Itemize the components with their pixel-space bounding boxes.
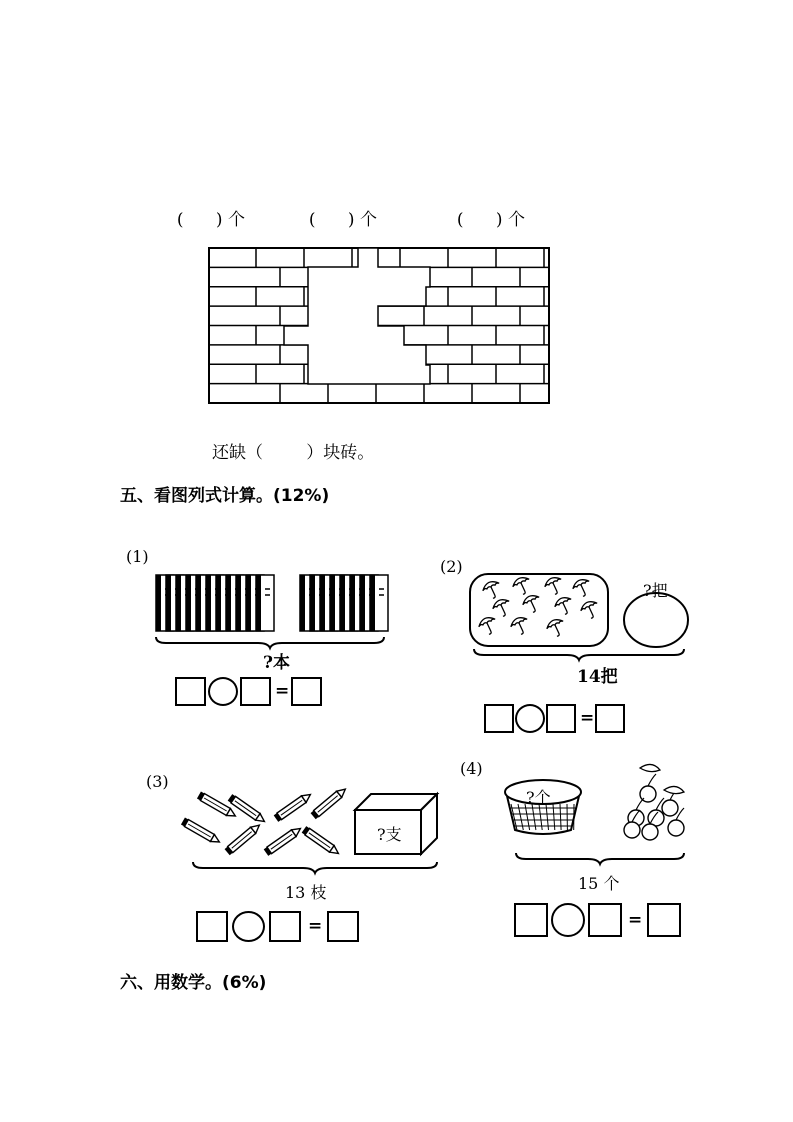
section5-title: 五、看图列式计算。(12%) [120,486,330,506]
problem2-unknown-label: ?把 [643,581,668,600]
equals-sign: = [580,708,595,728]
brace-icon [514,851,686,865]
equals-sign: = [308,916,323,936]
section6-title: 六、用数学。(6%) [120,973,267,993]
umbrella-icon [491,597,514,619]
problem2-number: (2) [440,557,463,576]
brick-wall-figure [208,247,550,404]
brace-icon [154,635,386,649]
book-icon [370,575,388,631]
answer-box[interactable] [196,911,228,942]
blank-close: ) [347,210,355,230]
answer-box[interactable] [595,704,625,733]
blank-open: ( [308,210,316,230]
umbrella-icon [477,615,500,637]
books-icon [154,569,394,639]
operator-circle[interactable] [515,704,545,733]
leaf-icon [640,764,660,771]
brace-icon [191,860,439,874]
brace-icon [472,647,687,661]
answer-box[interactable] [647,903,681,937]
umbrella-icon [543,575,566,597]
umbrella-icon [481,579,504,601]
umbrella-icon [545,617,568,639]
pencil-icon [264,825,303,856]
problem1-number: (1) [126,547,149,566]
problem4-unknown-label: ?个 [526,788,551,807]
operator-circle[interactable] [551,903,585,937]
blank-unit: 个 [359,210,377,230]
count-blank-2 [298,185,377,230]
problem4-total-label: 15 个 [578,874,620,893]
umbrella-icon [579,599,602,621]
blank-close: ) [215,210,223,230]
pencil-icon [181,818,221,846]
problem3-total-label: 13 枝 [285,883,327,902]
umbrella-icon [509,615,532,637]
equals-sign: = [628,910,643,930]
count-blank-3 [446,185,525,230]
blank-open: ( [176,210,184,230]
answer-box[interactable] [484,704,514,733]
pencil-icon [302,826,341,857]
problem3-unknown-label: ?支 [377,825,402,844]
umbrella-tray-icon [469,573,611,649]
cherries-icon [620,760,690,840]
answer-box[interactable] [240,677,271,706]
pencil-icon [225,822,262,855]
blank-open: ( [456,210,464,230]
blank-unit: 个 [507,210,525,230]
umbrella-icon [571,577,594,599]
answer-box[interactable] [327,911,359,942]
pencil-icon [228,794,267,825]
equals-sign: = [275,681,290,701]
count-blank-1 [166,185,245,230]
problem4-number: (4) [460,759,483,778]
problem2-total-label: 14把 [577,667,618,687]
leaf-icon [664,786,684,793]
pencil-icon [274,791,313,822]
pencil-icon [311,786,348,819]
answer-box[interactable] [514,903,548,937]
cherry-icon [640,774,656,802]
blank-close: ) [495,210,503,230]
blank-unit: 个 [227,210,245,230]
brick-question: 还缺（ ）块砖。 [212,443,375,463]
answer-box[interactable] [291,677,322,706]
answer-box[interactable] [175,677,206,706]
answer-box[interactable] [588,903,622,937]
umbrella-icon [511,575,534,597]
umbrella-icon [521,593,544,615]
answer-box[interactable] [546,704,576,733]
operator-circle[interactable] [208,677,238,706]
answer-box[interactable] [269,911,301,942]
problem3-number: (3) [146,772,169,791]
pencils-icon [182,784,352,864]
problem1-total-label: ?本 [263,653,290,673]
umbrella-icon [553,595,576,617]
book-icon [256,575,274,631]
operator-circle[interactable] [232,911,265,942]
